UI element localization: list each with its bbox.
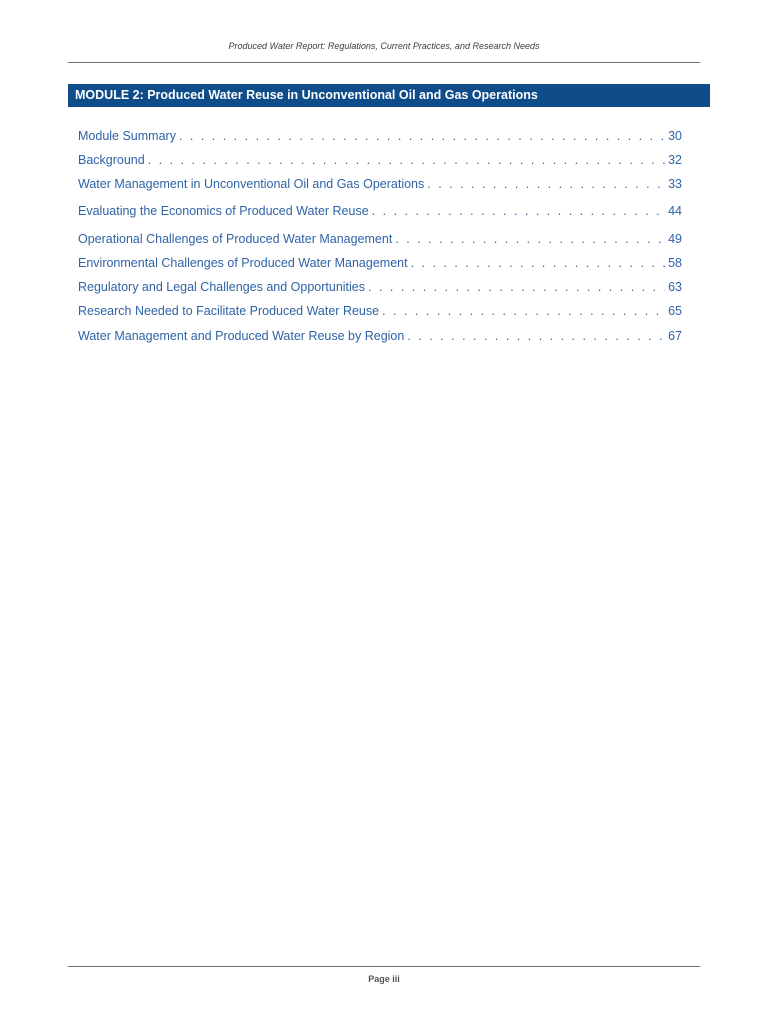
toc-entry-module-summary[interactable] <box>78 129 682 143</box>
toc-entry-page: 63 <box>668 280 682 294</box>
toc-entry-title: Module Summary <box>78 129 176 143</box>
page-number: Page iii <box>368 974 400 984</box>
toc-dot-leader <box>368 280 665 294</box>
toc-entry-regulatory-legal[interactable] <box>78 280 682 294</box>
toc-dot-leader <box>411 256 666 270</box>
toc-entry-economics[interactable] <box>78 204 682 218</box>
toc-entry-title: Regulatory and Legal Challenges and Opportunities <box>78 280 365 294</box>
footer-rule <box>68 966 700 967</box>
toc-entry-operational-challenges[interactable] <box>78 232 682 246</box>
toc-dot-leader <box>427 177 665 191</box>
toc-entry-title: Evaluating the Economics of Produced Water Reuse <box>78 204 369 218</box>
toc-entry-title: Background <box>78 153 145 167</box>
toc-dot-leader <box>395 232 665 246</box>
toc-dot-leader <box>382 304 665 318</box>
toc-entry-title: Water Management in Unconventional Oil and Gas Operations <box>78 177 425 191</box>
toc-entry-environmental-challenges[interactable] <box>78 256 682 270</box>
toc-entry-title: Operational Challenges of Produced Water Management <box>78 232 393 246</box>
toc-entry-background[interactable] <box>78 153 682 167</box>
toc-entry-title: Environmental Challenges of Produced Water Management <box>78 256 408 270</box>
toc-entry-title: Water Management and Produced Water Reuse by Region <box>78 329 405 343</box>
toc-entry-page: 44 <box>668 204 682 218</box>
toc-entry-page: 58 <box>668 256 682 270</box>
module-title-banner: MODULE 2: Produced Water Reuse in Unconventional Oil and Gas Operations <box>68 84 710 107</box>
toc-entry-water-management[interactable] <box>78 177 682 191</box>
toc-entry-page: 33 <box>668 177 682 191</box>
toc-dot-leader <box>179 129 665 143</box>
toc-entry-by-region[interactable] <box>78 329 682 343</box>
toc-entry-research-needed[interactable] <box>78 304 682 318</box>
toc-entry-page: 67 <box>668 329 682 343</box>
toc-entry-page: 32 <box>668 153 682 167</box>
toc-entry-page: 49 <box>668 232 682 246</box>
toc-entry-page: 65 <box>668 304 682 318</box>
toc-dot-leader <box>407 329 665 343</box>
running-header: Produced Water Report: Regulations, Current Practices, and Research Needs <box>228 41 540 51</box>
toc-dot-leader <box>148 153 665 167</box>
toc-entry-title: Research Needed to Facilitate Produced Water Reuse <box>78 304 380 318</box>
header-rule <box>68 62 700 63</box>
toc-entry-page: 30 <box>668 129 682 143</box>
toc-dot-leader <box>372 204 665 218</box>
